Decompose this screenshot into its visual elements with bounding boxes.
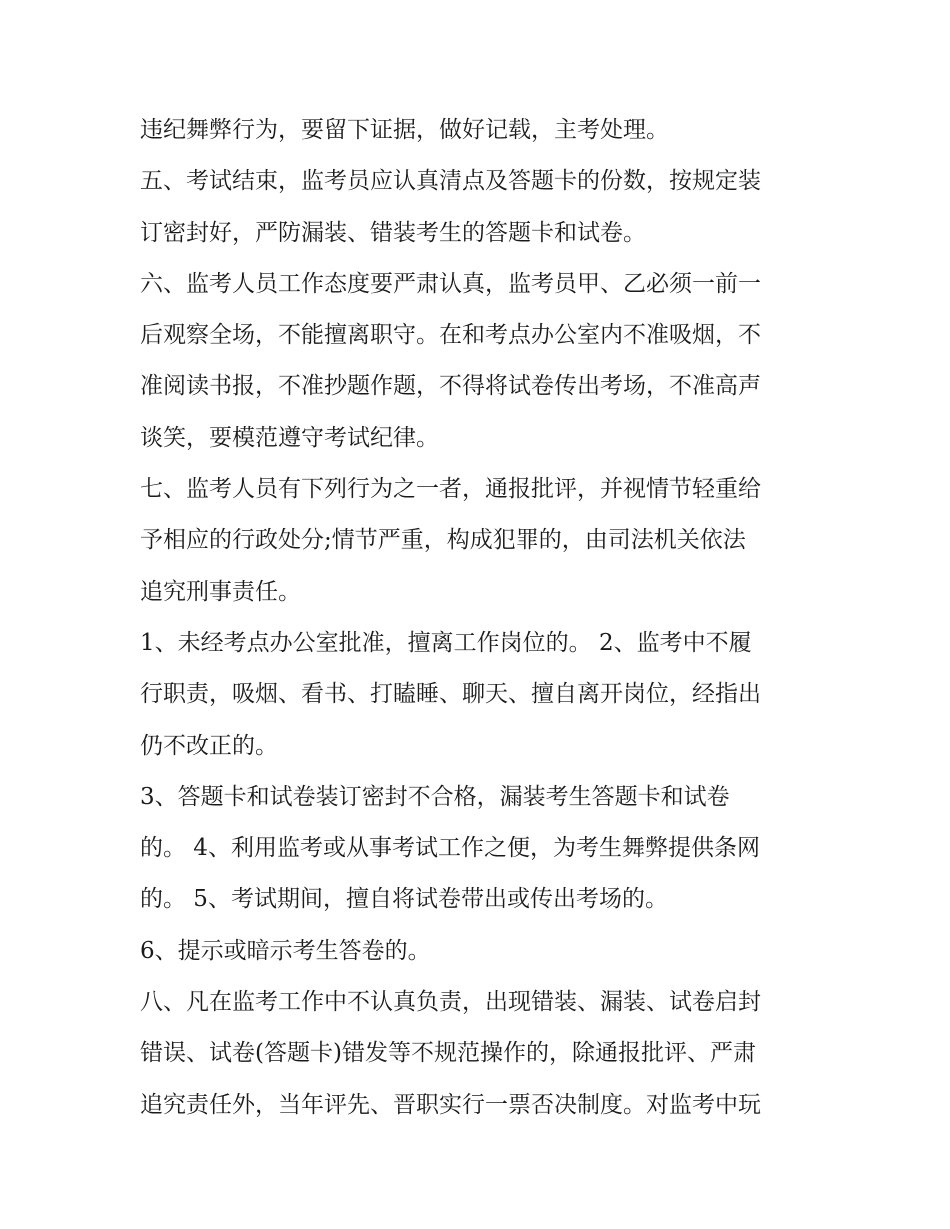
- text-line: 予相应的行政处分;情节严重，构成犯罪的，由司法机关依法: [140, 527, 746, 554]
- text-line: 准阅读书报，不准抄题作题，不得将试卷传出考场，不准高声: [140, 373, 761, 400]
- text-line: 行职责，吸烟、看书、打瞌睡、聊天、擅自离开岗位，经指出: [140, 681, 761, 708]
- text-line: 追究刑事责任。: [140, 578, 301, 605]
- text-line: 错误、试卷(答题卡)错发等不规范操作的，除通报批评、严肃: [140, 1040, 756, 1067]
- text-line: 的。 4、利用监考或从事考试工作之便，为考生舞弊提供条网: [140, 835, 760, 862]
- text-line: 谈笑，要模范遵守考试纪律。: [140, 424, 439, 451]
- text-line: 七、监考人员有下列行为之一者，通报批评，并视情节轻重给: [140, 476, 761, 503]
- text-line: 六、监考人员工作态度要严肃认真，监考员甲、乙必须一前一: [140, 270, 761, 297]
- text-line: 3、答题卡和试卷装订密封不合格，漏装考生答题卡和试卷: [140, 783, 730, 810]
- text-line: 违纪舞弊行为，要留下证据，做好记载，主考处理。: [140, 117, 669, 143]
- text-line: 1、未经考点办公室批准，擅离工作岗位的。 2、监考中不履: [140, 629, 752, 656]
- text-line: 订密封好，严防漏装、错装考生的答题卡和试卷。: [140, 219, 646, 246]
- text-line: 6、提示或暗示考生答卷的。: [140, 937, 431, 964]
- text-line: 八、凡在监考工作中不认真负责，出现错装、漏装、试卷启封: [140, 989, 761, 1016]
- text-line: 仍不改正的。: [140, 732, 278, 759]
- text-line: 追究责任外，当年评先、晋职实行一票否决制度。对监考中玩: [140, 1091, 761, 1118]
- body-text: [140, 106, 820, 1132]
- text-line: 后观察全场，不能擅离职守。在和考点办公室内不准吸烟，不: [140, 322, 761, 349]
- text-line: 的。 5、考试期间，擅自将试卷带出或传出考场的。: [140, 886, 668, 913]
- text-line: 五、考试结束，监考员应认真清点及答题卡的份数，按规定装: [140, 168, 761, 195]
